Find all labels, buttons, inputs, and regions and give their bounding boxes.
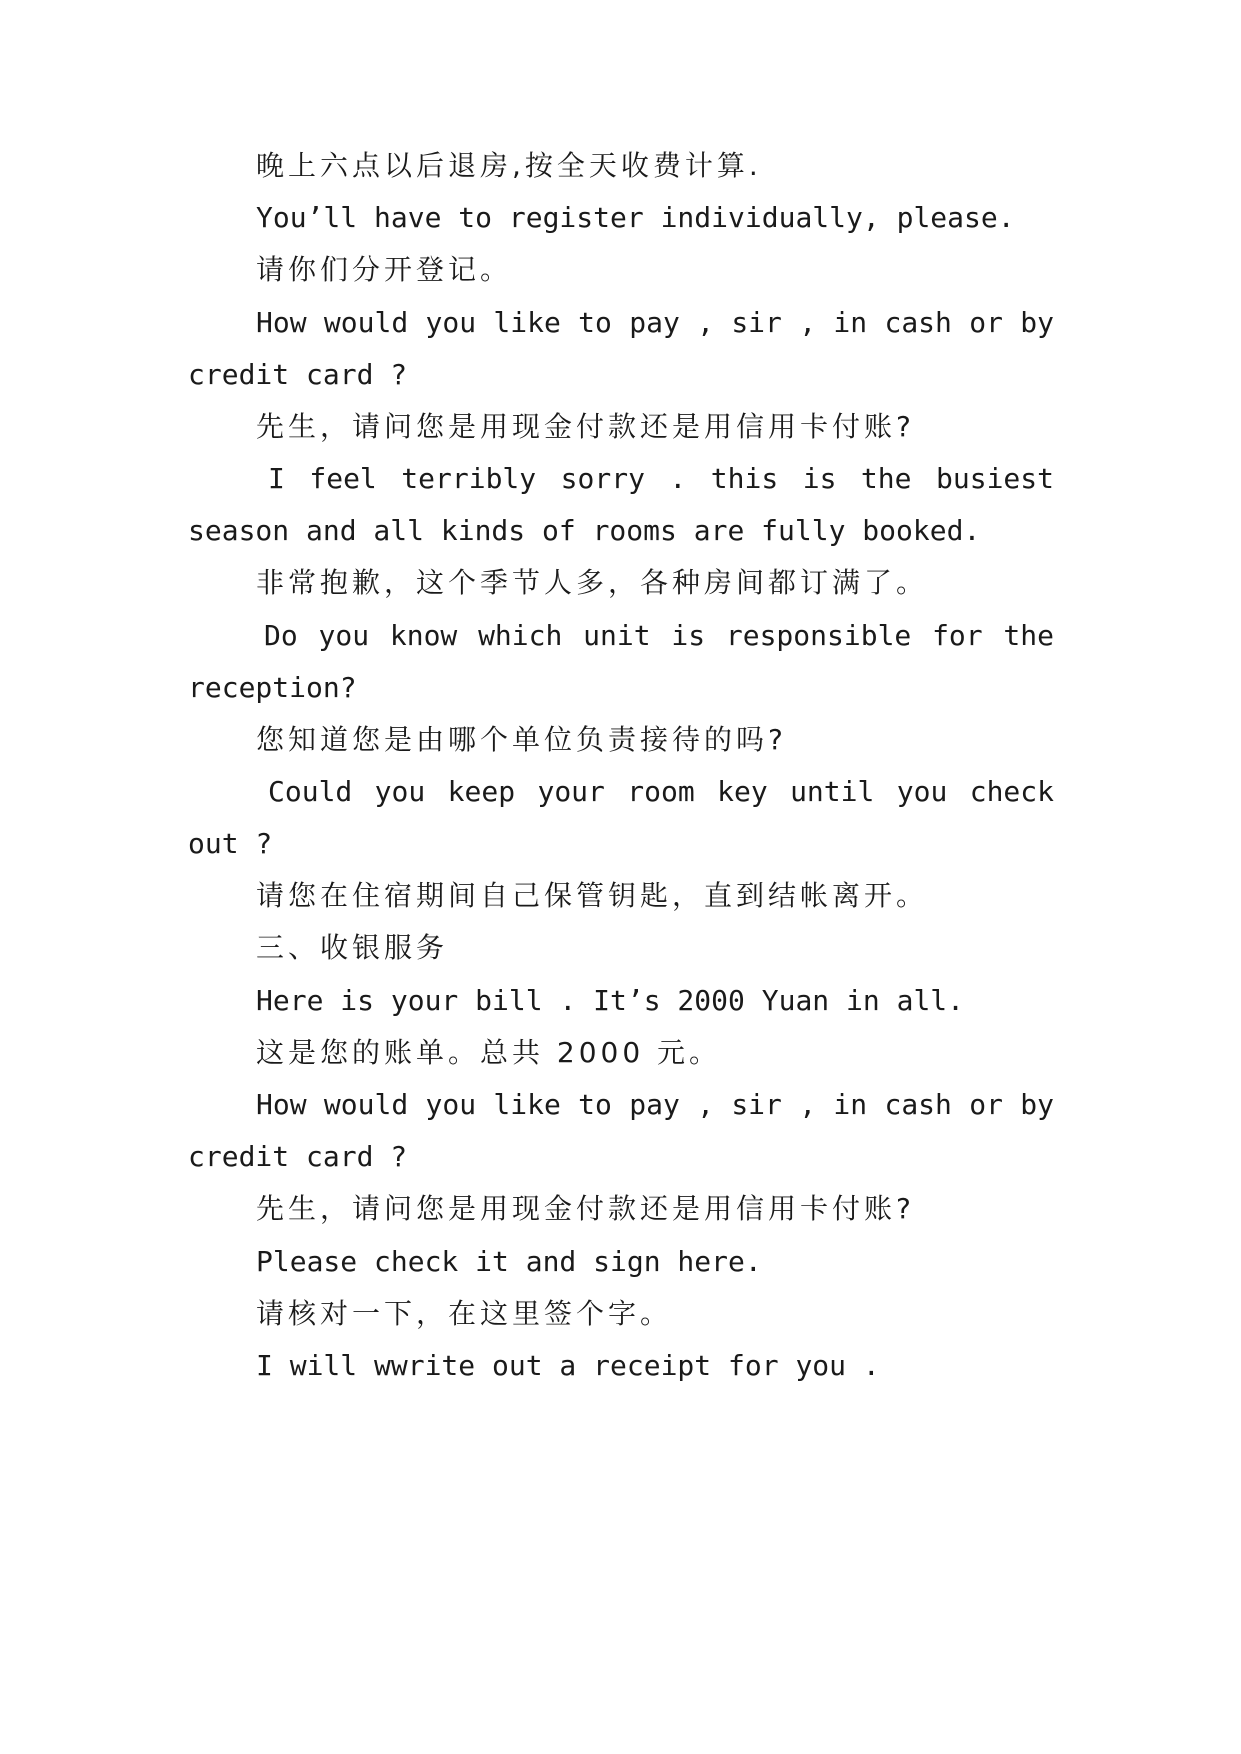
text-line: out ? <box>188 827 273 860</box>
text-line: I will wwrite out a receipt for you . <box>256 1349 880 1382</box>
text-line: You’ll have to register individually, please. <box>256 201 1015 234</box>
text-line: Do you know which unit is responsible for the <box>264 619 1054 652</box>
text-line: reception? <box>188 671 357 704</box>
text-line: 这是您的账单。总共 2000 元。 <box>256 1036 722 1069</box>
text-line: credit card ? <box>188 358 408 391</box>
section-heading: 三、收银服务 <box>256 931 449 964</box>
text-line: season and all kinds of rooms are fully booked. <box>188 514 981 547</box>
text-line: How would you like to pay , sir , in cash or by <box>256 1088 1054 1121</box>
text-line: 非常抱歉，这个季节人多，各种房间都订满了。 <box>256 566 929 599</box>
text-line: I feel terribly sorry . this is the busiest <box>268 462 1054 495</box>
text-line: Could you keep your room key until you check <box>268 775 1054 808</box>
text-line: 请核对一下，在这里签个字。 <box>256 1297 673 1330</box>
text-line: Please check it and sign here. <box>256 1245 762 1278</box>
text-line: Here is your bill . It’s 2000 Yuan in all. <box>256 984 965 1017</box>
text-line: 请您在住宿期间自己保管钥匙，直到结帐离开。 <box>256 879 929 912</box>
text-line: 先生，请问您是用现金付款还是用信用卡付账? <box>256 410 915 443</box>
text-line: 先生，请问您是用现金付款还是用信用卡付账? <box>256 1192 915 1225</box>
text-line: How would you like to pay , sir , in cash or by <box>256 306 1054 339</box>
text-line: 请你们分开登记。 <box>256 253 513 286</box>
text-line: 晚上六点以后退房,按全天收费计算. <box>256 149 762 182</box>
text-line: 您知道您是由哪个单位负责接待的吗? <box>256 723 787 756</box>
text-line: credit card ? <box>188 1140 408 1173</box>
